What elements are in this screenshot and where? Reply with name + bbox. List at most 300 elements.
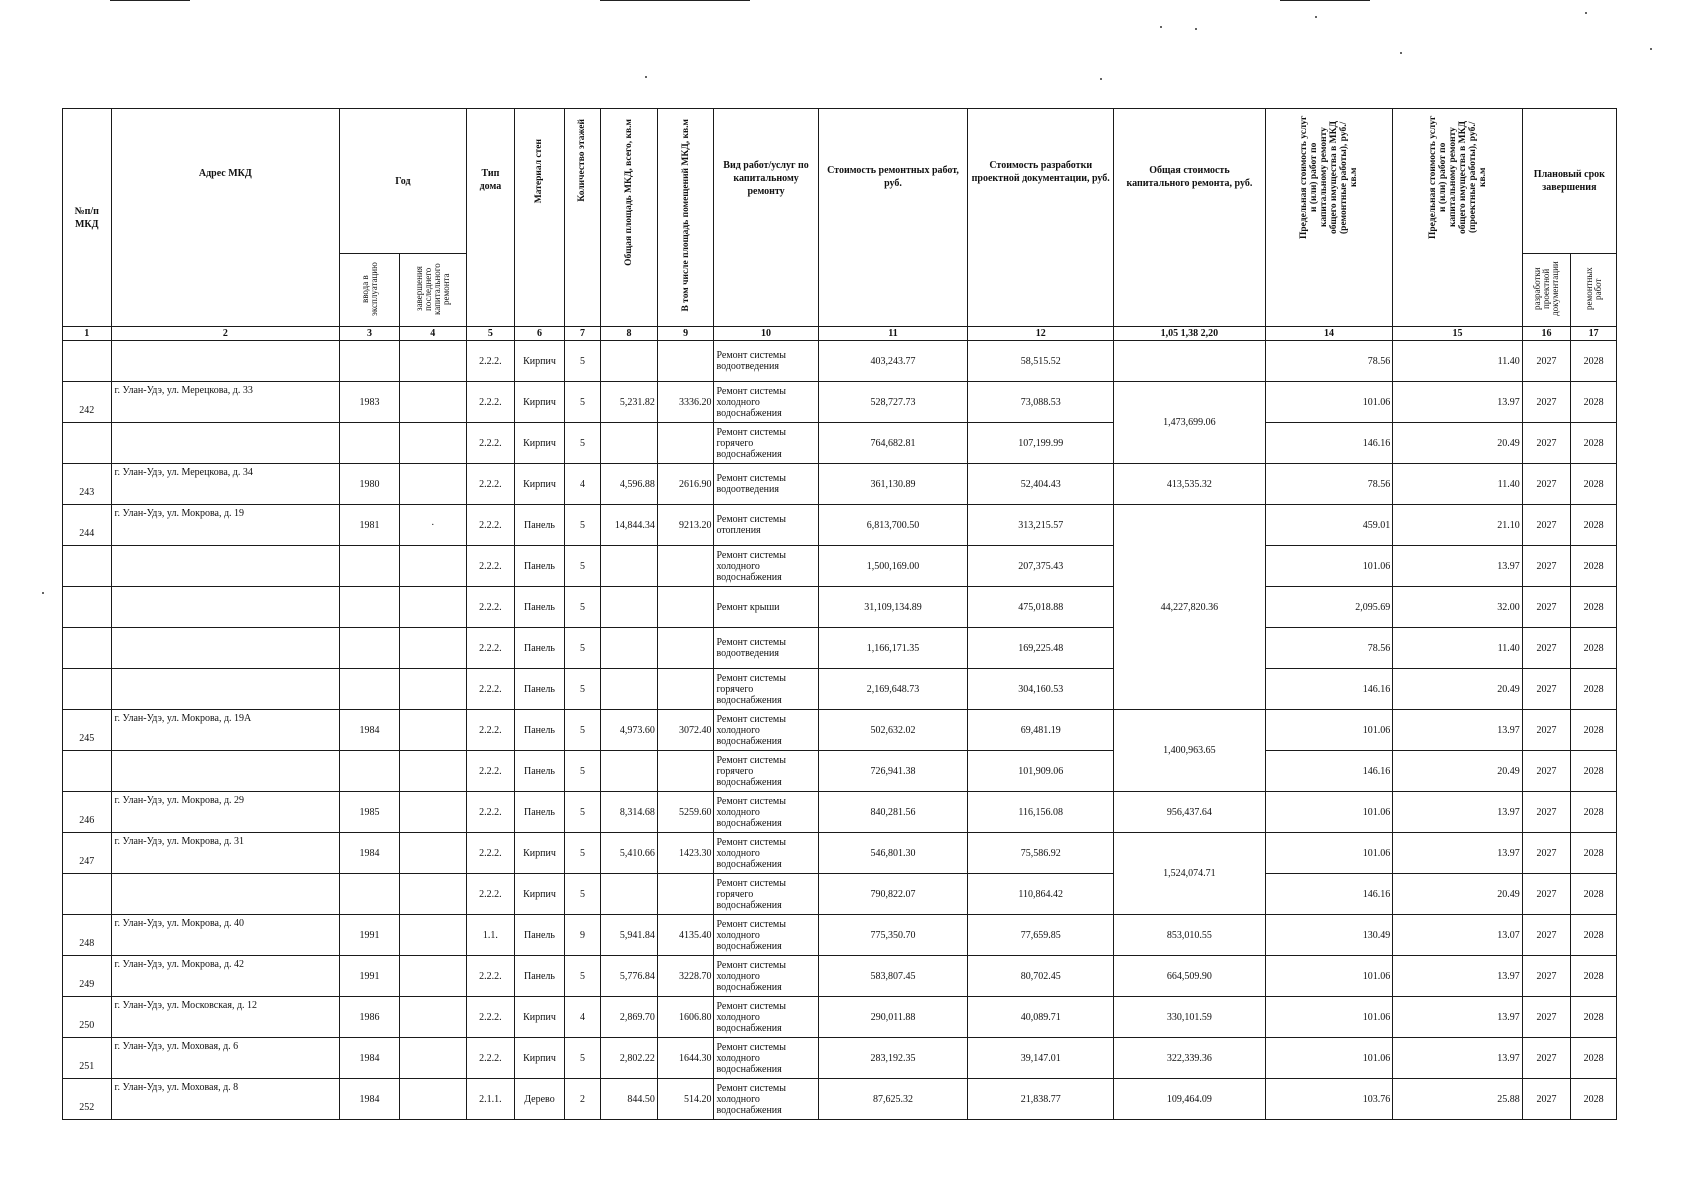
- total-area-cell: 5,231.82: [601, 382, 658, 423]
- work-type-cell: Ремонт системы холодного водоснабжения: [714, 997, 818, 1038]
- table-row: [63, 546, 1617, 587]
- house-type-cell: 2.2.2.: [466, 587, 515, 628]
- table-row: [63, 628, 1617, 669]
- total-area-cell: 5,410.66: [601, 833, 658, 874]
- work-type-cell: Ремонт системы холодного водоснабжения: [714, 710, 818, 751]
- header-cell-no: №п/п МКД: [63, 109, 112, 327]
- term-design-cell: 2027: [1522, 669, 1571, 710]
- house-type-cell: 2.2.2.: [466, 464, 515, 505]
- total-area-cell: 5,776.84: [601, 956, 658, 997]
- row-number-cell: [63, 669, 112, 710]
- scan-speck: [1195, 28, 1197, 30]
- row-number-cell: 252: [63, 1079, 112, 1120]
- row-number-cell: 242: [63, 382, 112, 423]
- term-repair-cell: 2028: [1571, 956, 1617, 997]
- premises-area-cell: [657, 669, 714, 710]
- repair-cost-cell: 361,130.89: [818, 464, 968, 505]
- term-repair-cell: 2028: [1571, 751, 1617, 792]
- table-row: [63, 382, 1617, 423]
- total-cost-cell: 956,437.64: [1114, 792, 1266, 833]
- year-last-repair-cell: [399, 792, 466, 833]
- address-cell: г. Улан-Удэ, ул. Мокрова, д. 31: [111, 833, 340, 874]
- floors-cell: 5: [564, 505, 600, 546]
- total-area-cell: [601, 587, 658, 628]
- total-area-cell: 14,844.34: [601, 505, 658, 546]
- total-area-cell: 8,314.68: [601, 792, 658, 833]
- header-row: [63, 109, 1617, 254]
- floors-cell: 5: [564, 833, 600, 874]
- year-commission-cell: [340, 423, 400, 464]
- address-cell: г. Улан-Удэ, ул. Моховая, д. 8: [111, 1079, 340, 1120]
- wall-material-cell: Панель: [515, 587, 565, 628]
- header-cell-limit-repair: Предельная стоимость услуг и (или) работ по капитальному ремонту общего имущества в МКД (ремонтные работы), руб./кв.м: [1265, 109, 1392, 327]
- address-cell: г. Улан-Удэ, ул. Мокрова, д. 42: [111, 956, 340, 997]
- header-cell-year: Год: [340, 109, 466, 254]
- premises-area-cell: [657, 751, 714, 792]
- limit-repair-cell: 101.06: [1265, 997, 1392, 1038]
- limit-design-cell: 13.97: [1393, 710, 1522, 751]
- year-commission-cell: 1984: [340, 833, 400, 874]
- premises-area-cell: 9213.20: [657, 505, 714, 546]
- term-repair-cell: 2028: [1571, 505, 1617, 546]
- year-commission-cell: 1984: [340, 710, 400, 751]
- term-repair-cell: 2028: [1571, 546, 1617, 587]
- year-commission-cell: [340, 874, 400, 915]
- floors-cell: 5: [564, 669, 600, 710]
- row-number-cell: [63, 628, 112, 669]
- term-design-cell: 2027: [1522, 1038, 1571, 1079]
- column-number-row: [63, 327, 1617, 341]
- table-row: [63, 464, 1617, 505]
- work-type-cell: Ремонт системы отопления: [714, 505, 818, 546]
- header-cell-area-total: Общая площадь МКД, всего, кв.м: [601, 109, 658, 327]
- header-cell-cost-repair: Стоимость ремонтных работ, руб.: [818, 109, 968, 327]
- year-last-repair-cell: [399, 464, 466, 505]
- year-commission-cell: 1980: [340, 464, 400, 505]
- floors-cell: 5: [564, 341, 600, 382]
- limit-repair-cell: 146.16: [1265, 669, 1392, 710]
- repair-cost-cell: 583,807.45: [818, 956, 968, 997]
- address-cell: г. Улан-Удэ, ул. Мокрова, д. 29: [111, 792, 340, 833]
- premises-area-cell: [657, 423, 714, 464]
- premises-area-cell: [657, 628, 714, 669]
- column-number: 10: [714, 327, 818, 341]
- design-cost-cell: 69,481.19: [968, 710, 1114, 751]
- scan-speck: [1160, 26, 1162, 28]
- year-last-repair-cell: [399, 628, 466, 669]
- term-repair-cell: 2028: [1571, 1038, 1617, 1079]
- limit-repair-cell: 146.16: [1265, 751, 1392, 792]
- term-repair-cell: 2028: [1571, 464, 1617, 505]
- row-number-cell: 244: [63, 505, 112, 546]
- address-cell: г. Улан-Удэ, ул. Мокрова, д. 19А: [111, 710, 340, 751]
- work-type-cell: Ремонт системы водоотведения: [714, 628, 818, 669]
- address-cell: [111, 341, 340, 382]
- header-cell-house-type: Тип дома: [466, 109, 515, 327]
- term-design-cell: 2027: [1522, 997, 1571, 1038]
- scan-edge-line: [1280, 0, 1370, 1]
- term-design-cell: 2027: [1522, 505, 1571, 546]
- year-commission-cell: 1991: [340, 915, 400, 956]
- term-design-cell: 2027: [1522, 628, 1571, 669]
- total-cost-cell: 1,473,699.06: [1114, 382, 1266, 464]
- wall-material-cell: Панель: [515, 546, 565, 587]
- year-last-repair-cell: [399, 341, 466, 382]
- limit-design-cell: 13.97: [1393, 1038, 1522, 1079]
- total-area-cell: [601, 751, 658, 792]
- limit-repair-cell: 78.56: [1265, 464, 1392, 505]
- column-number: 14: [1265, 327, 1392, 341]
- limit-repair-cell: 78.56: [1265, 628, 1392, 669]
- floors-cell: 5: [564, 423, 600, 464]
- header-cell-year-commission: ввода в эксплуатацию: [340, 254, 400, 327]
- work-type-cell: Ремонт системы водоотведения: [714, 341, 818, 382]
- term-design-cell: 2027: [1522, 751, 1571, 792]
- row-number-cell: 243: [63, 464, 112, 505]
- repair-cost-cell: 31,109,134.89: [818, 587, 968, 628]
- total-cost-cell: 1,524,074.71: [1114, 833, 1266, 915]
- column-number: 12: [968, 327, 1114, 341]
- premises-area-cell: [657, 587, 714, 628]
- scan-edge-line: [600, 0, 750, 1]
- premises-area-cell: 4135.40: [657, 915, 714, 956]
- term-repair-cell: 2028: [1571, 997, 1617, 1038]
- design-cost-cell: 304,160.53: [968, 669, 1114, 710]
- scan-speck: [1400, 52, 1402, 54]
- limit-design-cell: 32.00: [1393, 587, 1522, 628]
- wall-material-cell: Кирпич: [515, 464, 565, 505]
- term-design-cell: 2027: [1522, 833, 1571, 874]
- row-number-cell: [63, 587, 112, 628]
- term-design-cell: 2027: [1522, 341, 1571, 382]
- limit-repair-cell: 101.06: [1265, 792, 1392, 833]
- limit-design-cell: 11.40: [1393, 341, 1522, 382]
- column-number: 4: [399, 327, 466, 341]
- work-type-cell: Ремонт системы холодного водоснабжения: [714, 792, 818, 833]
- total-cost-cell: 322,339.36: [1114, 1038, 1266, 1079]
- total-area-cell: [601, 669, 658, 710]
- year-commission-cell: [340, 546, 400, 587]
- total-cost-cell: 413,535.32: [1114, 464, 1266, 505]
- year-commission-cell: 1984: [340, 1079, 400, 1120]
- repair-cost-cell: 1,500,169.00: [818, 546, 968, 587]
- wall-material-cell: Панель: [515, 669, 565, 710]
- term-repair-cell: 2028: [1571, 628, 1617, 669]
- work-type-cell: Ремонт системы горячего водоснабжения: [714, 669, 818, 710]
- repair-cost-cell: 528,727.73: [818, 382, 968, 423]
- term-repair-cell: 2028: [1571, 423, 1617, 464]
- term-design-cell: 2027: [1522, 382, 1571, 423]
- wall-material-cell: Кирпич: [515, 874, 565, 915]
- house-type-cell: 2.2.2.: [466, 669, 515, 710]
- year-last-repair-cell: [399, 874, 466, 915]
- house-type-cell: 1.1.: [466, 915, 515, 956]
- row-number-cell: 247: [63, 833, 112, 874]
- wall-material-cell: Кирпич: [515, 1038, 565, 1079]
- wall-material-cell: Панель: [515, 792, 565, 833]
- wall-material-cell: Панель: [515, 628, 565, 669]
- limit-design-cell: 21.10: [1393, 505, 1522, 546]
- work-type-cell: Ремонт системы холодного водоснабжения: [714, 382, 818, 423]
- year-commission-cell: 1985: [340, 792, 400, 833]
- year-commission-cell: 1981: [340, 505, 400, 546]
- design-cost-cell: 80,702.45: [968, 956, 1114, 997]
- header-cell-floors: Количество этажей: [564, 109, 600, 327]
- floors-cell: 5: [564, 628, 600, 669]
- repair-cost-cell: 290,011.88: [818, 997, 968, 1038]
- limit-repair-cell: 101.06: [1265, 1038, 1392, 1079]
- limit-repair-cell: 101.06: [1265, 710, 1392, 751]
- wall-material-cell: Кирпич: [515, 382, 565, 423]
- limit-repair-cell: 101.06: [1265, 546, 1392, 587]
- total-area-cell: 5,941.84: [601, 915, 658, 956]
- premises-area-cell: 3336.20: [657, 382, 714, 423]
- scan-edge-line: [110, 0, 190, 1]
- year-last-repair-cell: [399, 546, 466, 587]
- row-number-cell: [63, 546, 112, 587]
- year-last-repair-cell: [399, 997, 466, 1038]
- wall-material-cell: Кирпич: [515, 341, 565, 382]
- table-row: [63, 1038, 1617, 1079]
- work-type-cell: Ремонт системы холодного водоснабжения: [714, 833, 818, 874]
- table-row: [63, 833, 1617, 874]
- wall-material-cell: Панель: [515, 710, 565, 751]
- address-cell: [111, 587, 340, 628]
- year-last-repair-cell: [399, 710, 466, 751]
- design-cost-cell: 75,586.92: [968, 833, 1114, 874]
- row-number-cell: [63, 341, 112, 382]
- floors-cell: 5: [564, 956, 600, 997]
- term-repair-cell: 2028: [1571, 710, 1617, 751]
- repair-cost-cell: 87,625.32: [818, 1079, 968, 1120]
- address-cell: г. Улан-Удэ, ул. Мокрова, д. 19: [111, 505, 340, 546]
- work-type-cell: Ремонт системы холодного водоснабжения: [714, 1079, 818, 1120]
- total-cost-cell: 109,464.09: [1114, 1079, 1266, 1120]
- year-last-repair-cell: [399, 382, 466, 423]
- header-cell-term-design: разработки проектной документации: [1522, 254, 1571, 327]
- limit-repair-cell: 78.56: [1265, 341, 1392, 382]
- house-type-cell: 2.2.2.: [466, 546, 515, 587]
- year-commission-cell: [340, 751, 400, 792]
- table-row: [63, 587, 1617, 628]
- wall-material-cell: Кирпич: [515, 997, 565, 1038]
- header-cell-term: Плановый срок завершения: [1522, 109, 1616, 254]
- year-commission-cell: 1986: [340, 997, 400, 1038]
- address-cell: г. Улан-Удэ, ул. Мерецкова, д. 33: [111, 382, 340, 423]
- row-number-cell: [63, 874, 112, 915]
- house-type-cell: 2.2.2.: [466, 628, 515, 669]
- header-cell-work: Вид работ/услуг по капитальному ремонту: [714, 109, 818, 327]
- premises-area-cell: [657, 341, 714, 382]
- limit-design-cell: 13.97: [1393, 956, 1522, 997]
- term-repair-cell: 2028: [1571, 833, 1617, 874]
- premises-area-cell: 514.20: [657, 1079, 714, 1120]
- house-type-cell: 2.2.2.: [466, 505, 515, 546]
- table-row: [63, 341, 1617, 382]
- limit-design-cell: 13.07: [1393, 915, 1522, 956]
- year-last-repair-cell: [399, 587, 466, 628]
- total-cost-cell: 44,227,820.36: [1114, 505, 1266, 710]
- scan-speck: [1100, 78, 1102, 80]
- floors-cell: 5: [564, 546, 600, 587]
- total-area-cell: 2,802.22: [601, 1038, 658, 1079]
- design-cost-cell: 107,199.99: [968, 423, 1114, 464]
- year-commission-cell: 1983: [340, 382, 400, 423]
- limit-repair-cell: 101.06: [1265, 956, 1392, 997]
- term-repair-cell: 2028: [1571, 792, 1617, 833]
- limit-repair-cell: 130.49: [1265, 915, 1392, 956]
- total-cost-cell: 330,101.59: [1114, 997, 1266, 1038]
- term-repair-cell: 2028: [1571, 669, 1617, 710]
- address-cell: [111, 546, 340, 587]
- floors-cell: 5: [564, 792, 600, 833]
- address-cell: г. Улан-Удэ, ул. Мерецкова, д. 34: [111, 464, 340, 505]
- limit-design-cell: 13.97: [1393, 997, 1522, 1038]
- row-number-cell: 248: [63, 915, 112, 956]
- premises-area-cell: 2616.90: [657, 464, 714, 505]
- house-type-cell: 2.2.2.: [466, 792, 515, 833]
- repair-cost-cell: 790,822.07: [818, 874, 968, 915]
- floors-cell: 5: [564, 751, 600, 792]
- year-last-repair-cell: [399, 669, 466, 710]
- floors-cell: 4: [564, 997, 600, 1038]
- premises-area-cell: [657, 546, 714, 587]
- year-commission-cell: [340, 628, 400, 669]
- year-last-repair-cell: [399, 423, 466, 464]
- year-last-repair-cell: ·: [399, 505, 466, 546]
- term-design-cell: 2027: [1522, 464, 1571, 505]
- term-repair-cell: 2028: [1571, 874, 1617, 915]
- year-last-repair-cell: [399, 751, 466, 792]
- limit-design-cell: 25.88: [1393, 1079, 1522, 1120]
- premises-area-cell: 1644.30: [657, 1038, 714, 1079]
- address-cell: [111, 669, 340, 710]
- floors-cell: 5: [564, 710, 600, 751]
- limit-design-cell: 20.49: [1393, 669, 1522, 710]
- table-row: [63, 874, 1617, 915]
- header-cell-address: Адрес МКД: [111, 109, 340, 327]
- table-row: [63, 915, 1617, 956]
- design-cost-cell: 21,838.77: [968, 1079, 1114, 1120]
- limit-design-cell: 11.40: [1393, 464, 1522, 505]
- house-type-cell: 2.1.1.: [466, 1079, 515, 1120]
- term-design-cell: 2027: [1522, 1079, 1571, 1120]
- table-row: [63, 710, 1617, 751]
- total-area-cell: [601, 423, 658, 464]
- column-number: 3: [340, 327, 400, 341]
- total-cost-cell: 1,400,963.65: [1114, 710, 1266, 792]
- term-repair-cell: 2028: [1571, 341, 1617, 382]
- work-type-cell: Ремонт системы холодного водоснабжения: [714, 546, 818, 587]
- limit-design-cell: 13.97: [1393, 792, 1522, 833]
- header-cell-cost-design: Стоимость разработки проектной документации, руб.: [968, 109, 1114, 327]
- repair-cost-cell: 764,682.81: [818, 423, 968, 464]
- scan-speck: [645, 76, 647, 78]
- header-cell-wall: Материал стен: [515, 109, 565, 327]
- term-design-cell: 2027: [1522, 915, 1571, 956]
- row-number-cell: 246: [63, 792, 112, 833]
- house-type-cell: 2.2.2.: [466, 423, 515, 464]
- repair-cost-cell: 502,632.02: [818, 710, 968, 751]
- design-cost-cell: 313,215.57: [968, 505, 1114, 546]
- address-cell: [111, 751, 340, 792]
- column-number: 11: [818, 327, 968, 341]
- column-number: 7: [564, 327, 600, 341]
- term-design-cell: 2027: [1522, 956, 1571, 997]
- total-area-cell: 4,596.88: [601, 464, 658, 505]
- wall-material-cell: Панель: [515, 505, 565, 546]
- floors-cell: 4: [564, 464, 600, 505]
- design-cost-cell: 116,156.08: [968, 792, 1114, 833]
- term-repair-cell: 2028: [1571, 382, 1617, 423]
- work-type-cell: Ремонт системы горячего водоснабжения: [714, 751, 818, 792]
- year-last-repair-cell: [399, 833, 466, 874]
- work-type-cell: Ремонт системы водоотведения: [714, 464, 818, 505]
- house-type-cell: 2.2.2.: [466, 1038, 515, 1079]
- limit-repair-cell: 146.16: [1265, 874, 1392, 915]
- year-commission-cell: 1984: [340, 1038, 400, 1079]
- floors-cell: 5: [564, 587, 600, 628]
- column-number: 16: [1522, 327, 1571, 341]
- premises-area-cell: [657, 874, 714, 915]
- header-cell-area-premises: В том числе площадь помещений МКД, кв.м: [657, 109, 714, 327]
- floors-cell: 9: [564, 915, 600, 956]
- design-cost-cell: 73,088.53: [968, 382, 1114, 423]
- limit-repair-cell: 103.76: [1265, 1079, 1392, 1120]
- table-row: [63, 792, 1617, 833]
- design-cost-cell: 40,089.71: [968, 997, 1114, 1038]
- limit-repair-cell: 101.06: [1265, 833, 1392, 874]
- scan-speck: [1315, 16, 1317, 18]
- term-design-cell: 2027: [1522, 874, 1571, 915]
- table-row: [63, 751, 1617, 792]
- limit-repair-cell: 459.01: [1265, 505, 1392, 546]
- year-last-repair-cell: [399, 1079, 466, 1120]
- row-number-cell: 251: [63, 1038, 112, 1079]
- limit-design-cell: 13.97: [1393, 382, 1522, 423]
- term-design-cell: 2027: [1522, 710, 1571, 751]
- design-cost-cell: 475,018.88: [968, 587, 1114, 628]
- house-type-cell: 2.2.2.: [466, 956, 515, 997]
- work-type-cell: Ремонт системы холодного водоснабжения: [714, 1038, 818, 1079]
- address-cell: г. Улан-Удэ, ул. Московская, д. 12: [111, 997, 340, 1038]
- limit-repair-cell: 101.06: [1265, 382, 1392, 423]
- design-cost-cell: 39,147.01: [968, 1038, 1114, 1079]
- column-number: 6: [515, 327, 565, 341]
- column-number: 5: [466, 327, 515, 341]
- limit-repair-cell: 146.16: [1265, 423, 1392, 464]
- repair-cost-cell: 403,243.77: [818, 341, 968, 382]
- premises-area-cell: 1423.30: [657, 833, 714, 874]
- total-area-cell: [601, 628, 658, 669]
- year-last-repair-cell: [399, 915, 466, 956]
- column-number: 1,05 1,38 2,20: [1114, 327, 1266, 341]
- total-area-cell: 2,869.70: [601, 997, 658, 1038]
- work-type-cell: Ремонт системы горячего водоснабжения: [714, 423, 818, 464]
- premises-area-cell: 1606.80: [657, 997, 714, 1038]
- design-cost-cell: 101,909.06: [968, 751, 1114, 792]
- header-cell-year-last-repair: завершения последнего капитального ремонта: [399, 254, 466, 327]
- total-area-cell: 4,973.60: [601, 710, 658, 751]
- header-cell-limit-design: Предельная стоимость услуг и (или) работ по капитальному ремонту общего имущества в МКД (проектные работы), руб./кв.м: [1393, 109, 1522, 327]
- column-number: 1: [63, 327, 112, 341]
- floors-cell: 2: [564, 1079, 600, 1120]
- limit-repair-cell: 2,095.69: [1265, 587, 1392, 628]
- scan-speck: [42, 592, 44, 594]
- work-type-cell: Ремонт системы холодного водоснабжения: [714, 956, 818, 997]
- term-design-cell: 2027: [1522, 546, 1571, 587]
- address-cell: [111, 423, 340, 464]
